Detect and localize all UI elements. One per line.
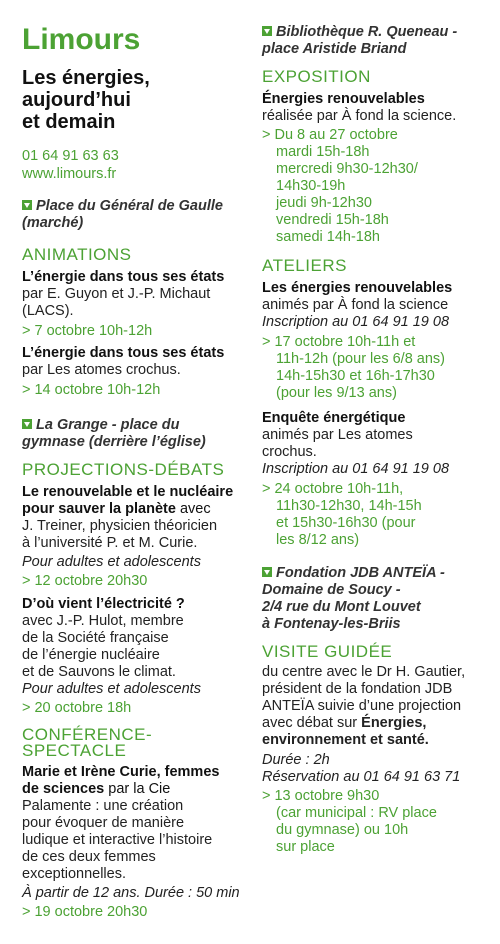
- website-link[interactable]: www.limours.fr: [22, 166, 117, 182]
- inscription-note: Inscription au 01 64 91 19 08: [262, 461, 450, 477]
- event-dates: > 13 octobre 9h30 (car municipal : RV place du gymnase) ou 10h sur place: [262, 788, 437, 855]
- arrow-down-icon: [22, 200, 32, 210]
- audience-note: Pour adultes et adolescents: [22, 554, 201, 570]
- event-title: Énergies renouvelables: [262, 91, 425, 107]
- section-ateliers: ATELIERS: [262, 256, 347, 275]
- event-date: > 7 octobre 10h-12h: [22, 323, 153, 339]
- section-projections-debats: PROJECTIONS-DÉBATS: [22, 460, 225, 479]
- section-conference-spectacle: CONFÉRENCE- SPECTACLE: [22, 725, 153, 760]
- duration-note: Durée : 2h: [262, 752, 330, 768]
- arrow-down-icon: [22, 419, 32, 429]
- location-bibliotheque: Bibliothèque R. Queneau - place Aristide Briand: [262, 24, 458, 57]
- event-dates: > Du 8 au 27 octobre mardi 15h-18h mercredi 9h30-12h30/ 14h30-19h jeudi 9h-12h30 vendredi 15h-18h samedi 14h-18h: [262, 127, 418, 245]
- arrow-down-icon: [262, 26, 272, 36]
- section-exposition: EXPOSITION: [262, 67, 371, 86]
- reservation-note: Réservation au 01 64 91 63 71: [262, 769, 461, 785]
- event-title: Enquête énergétique: [262, 410, 406, 426]
- event-dates: > 17 octobre 10h-11h et 11h-12h (pour les 6/8 ans) 14h-15h30 et 16h-17h30 (pour les 9/13 ans): [262, 334, 446, 401]
- inscription-note: Inscription au 01 64 91 19 08: [262, 314, 450, 330]
- event-dates: > 24 octobre 10h-11h, 11h30-12h30, 14h-15h et 15h30-16h30 (pour les 8/12 ans): [262, 481, 422, 548]
- location-fondation-jdb-anteia: Fondation JDB ANTEÏA - Domaine de Soucy - 2/4 rue du Mont Louvet à Fontenay-les-Briis: [262, 565, 445, 632]
- audience-note: À partir de 12 ans. Durée : 50 min: [22, 885, 240, 901]
- phone-number: 01 64 91 63 63: [22, 148, 119, 164]
- contact-block: [22, 147, 258, 183]
- town-title: Limours: [22, 23, 141, 56]
- section-visite-guidee: VISITE GUIDÉE: [262, 642, 393, 661]
- event-date: > 20 octobre 18h: [22, 700, 132, 716]
- event-date: > 14 octobre 10h-12h: [22, 382, 161, 398]
- arrow-down-icon: [262, 567, 272, 577]
- event-subtitle: Les énergies, aujourd’hui et demain: [22, 67, 150, 133]
- event-title: Les énergies renouvelables: [262, 280, 453, 296]
- event-date: > 12 octobre 20h30: [22, 573, 148, 589]
- location-la-grange: La Grange - place du gymnase (derrière l’église): [22, 417, 206, 450]
- event-title: D’où vient l’électricité ?: [22, 596, 185, 612]
- location-place-general-de-gaulle: Place du Général de Gaulle (marché): [22, 198, 223, 231]
- right-column: Bibliothèque R. Queneau - place Aristide Briand EXPOSITION Énergies renouvelables réalisée par À fond la science. > Du 8 au 27 octobre mardi 15h-18h mercredi 9h30-12h30/ 14h30-19h jeudi 9h-12h30 vendredi 15h-18h samedi 14h-18h ATELIERS Les énergies renouvelables animés par À fond la science Inscription au 01 64 91 19 08 > 17 octobre 10h-11h et 11h-12h (pour les 6/8 ans) 14h-15h30 et 16h-17h30 (pour les 9/13 ans) Enquête énergétique animés par Les atomes crochus. Inscription au 01 64 91 19 08 > 24 octobre 10h-11h, 11h30-12h30, 14h-15h et 15h30-16h30 (pour les 8/12 ans) Fondation JDB ANTEÏA - Domaine de Soucy - 2/4 rue du Mont Louvet à Fontenay-les-Briis VISITE GUIDÉE du centre avec le Dr H. Gautier, président de la fondation JDB ANTEÏA suivie d’une projection avec débat sur Énergies, environnement et santé. Durée : 2h Réservation au 01 64 91 63 71 > 13 octobre 9h30 (car municipal : RV place du gymnase) ou 10h sur place: [262, 0, 494, 856]
- event-title: Marie et Irène Curie, femmes de sciences par la Cie: [22, 764, 220, 797]
- event-date: > 19 octobre 20h30: [22, 904, 148, 920]
- left-column: Limours Les énergies, aujourd’hui et demain 01 64 91 63 63 www.limours.fr Place du Général de Gaulle (marché) ANIMATIONS L’énergie dans tous ses états par E. Guyon et J.-P. Michaut (LACS). > 7 octobre 10h-12h L’énergie dans tous ses états par Les atomes crochus. > 14 octobre 10h-12h La Grange - place du gymnase (derrière l’église) PROJECTIONS-DÉBATS Le renouvelable et le nucléaire pour sauver la planète avec J. Treiner, physicien théoricien à l’université P. et M. Curie. Pour adultes et adolescents > 12 octobre 20h30 D’où vient l’électricité ? avec J.-P. Hulot, membre de la Société française de l’énergie nucléaire et de Sauvons le climat. Pour adultes et adolescents > 20 octobre 18h CONFÉRENCE- SPECTACLE Marie et Irène Curie, femmes de sciences par la Cie Palamente : une création pour évoquer de manière ludique et interactive l’histoire de ces deux femmes exceptionnelles. À partir de 12 ans. Durée : 50 min > 19 octobre 20h30: [22, 0, 258, 921]
- event-title: L’énergie dans tous ses états: [22, 269, 225, 285]
- audience-note: Pour adultes et adolescents: [22, 681, 201, 697]
- section-animations: ANIMATIONS: [22, 245, 132, 264]
- event-title: Le renouvelable et le nucléaire pour sauver la planète avec: [22, 484, 234, 517]
- event-title: L’énergie dans tous ses états: [22, 345, 225, 361]
